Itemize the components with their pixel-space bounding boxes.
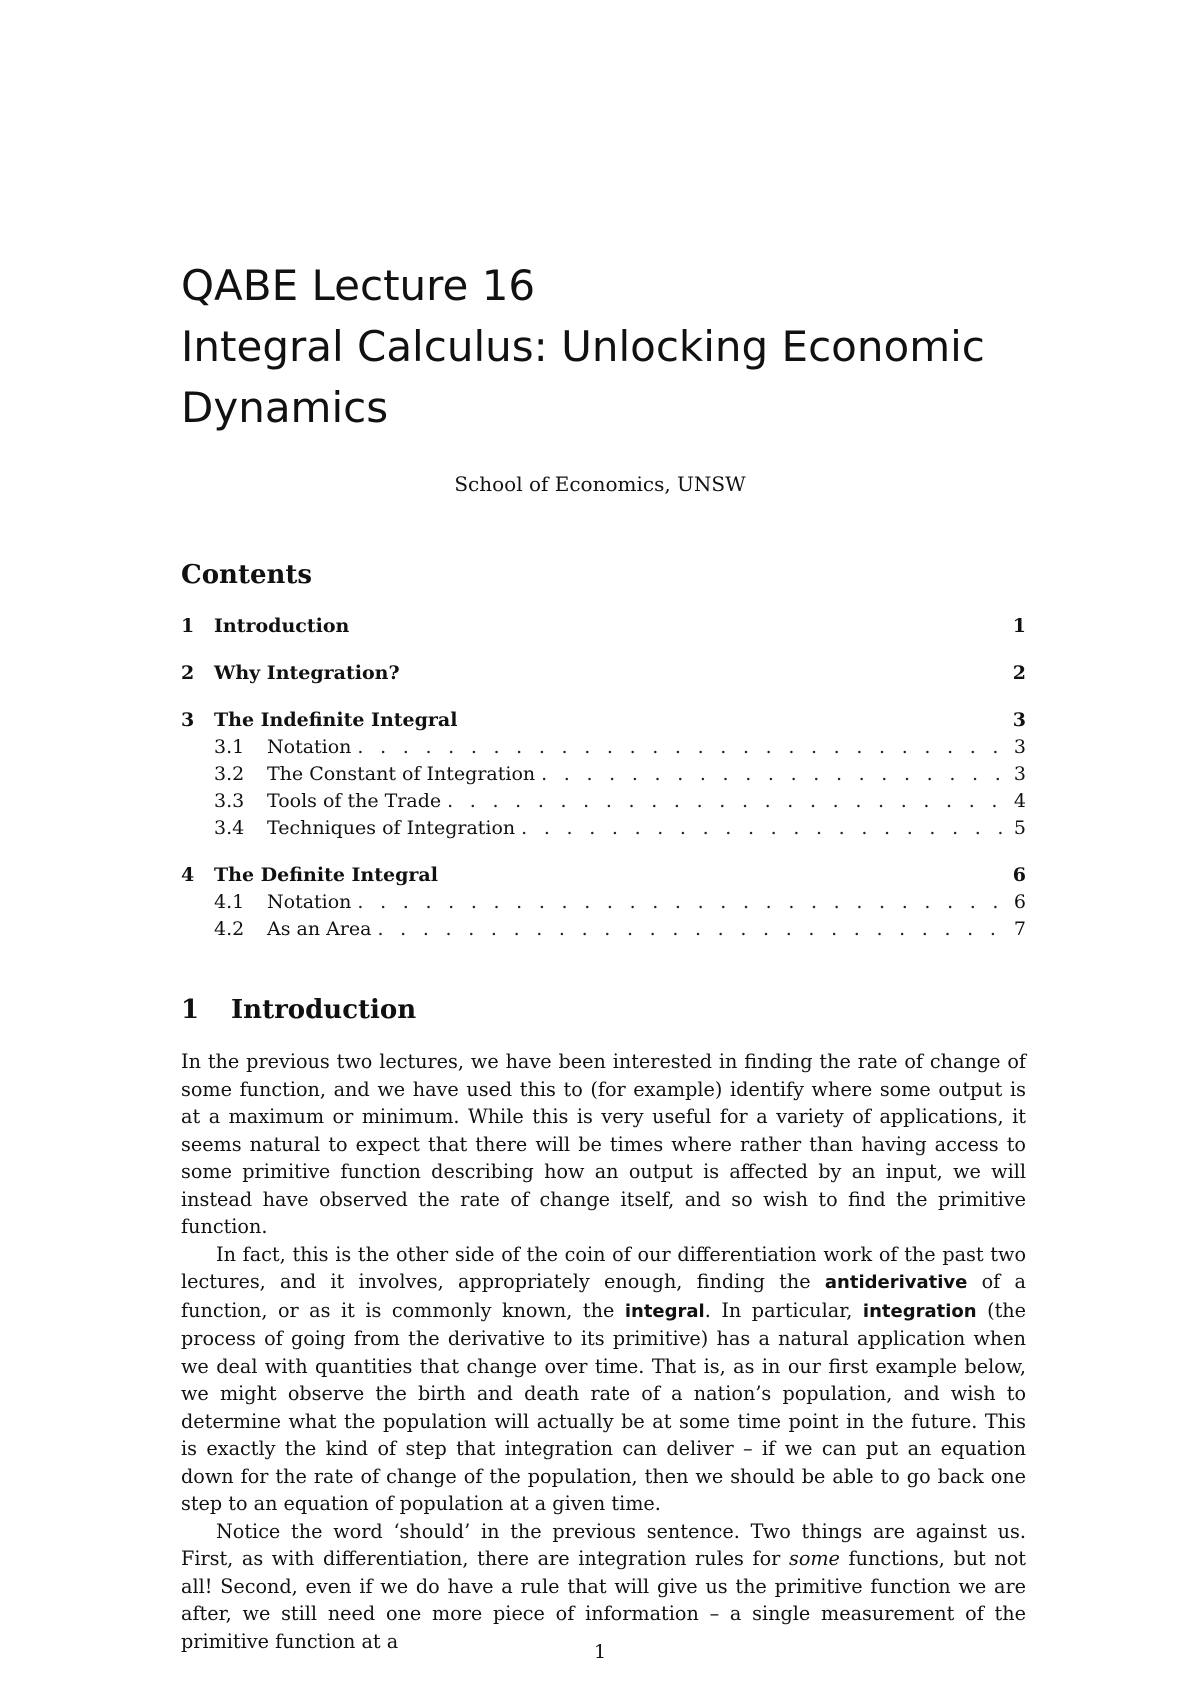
toc-subentry[interactable]	[181, 888, 1026, 916]
toc-entry-title: Notation	[267, 736, 352, 758]
toc-entry[interactable]	[181, 612, 1026, 640]
toc-leader-dots	[447, 790, 1006, 812]
toc-entry[interactable]	[181, 659, 1026, 687]
toc-subentry[interactable]	[181, 787, 1026, 815]
toc-entry-title: As an Area	[267, 918, 372, 940]
toc-entry-title: Introduction	[214, 615, 350, 637]
toc-entry-number: 3.2	[214, 763, 245, 785]
toc-subentry[interactable]	[181, 733, 1026, 761]
toc-entry-title: The Constant of Integration	[267, 763, 536, 785]
toc-entry-page: 3	[1013, 736, 1026, 758]
toc-entry-page: 6	[1012, 864, 1026, 886]
toc-entry-number: 3.1	[214, 736, 245, 758]
toc-entry-title: The Indefinite Integral	[214, 709, 458, 731]
toc-entry-page: 3	[1013, 763, 1026, 785]
toc-subentry[interactable]	[181, 915, 1026, 943]
toc-leader-dots	[357, 891, 1006, 913]
toc-entry-title: Why Integration?	[214, 662, 400, 684]
toc-entry-number: 2	[181, 662, 195, 684]
toc-entry-number: 3.3	[214, 790, 245, 812]
toc-entry-title: Notation	[267, 891, 352, 913]
toc-entry-number: 3	[181, 709, 195, 731]
section-heading	[181, 995, 416, 1025]
section-number: 1	[181, 995, 200, 1025]
toc-entry[interactable]	[181, 706, 1026, 734]
toc-subentry[interactable]	[181, 814, 1026, 842]
paragraph-2: In fact, this is the other side of the coin of our differentiation work of the past two lectures, and it involves, appropriately enough, finding the antiderivative of a function, or as it is commonly known, the integral. In particular, integration (the process of going from the derivative to its primitive) has a natural application when we deal with quantities that change over time. That is, as in our first example below, we might observe the birth and death rate of a nation’s population, and wish to determine what the population will actually be at some time point in the future. This is exactly the kind of step that integration can deliver – if we can put an equation down for the rate of change of the population, then we should be able to go back one step to an equation of population at a given time.	[181, 1242, 1027, 1515]
toc-entry-page: 4	[1013, 790, 1026, 812]
toc-entry-page: 1	[1012, 615, 1026, 637]
contents-heading: Contents	[181, 560, 313, 590]
affiliation: School of Economics, UNSW	[454, 472, 746, 496]
toc-entry-number: 4.1	[214, 891, 245, 913]
toc-entry-number: 1	[181, 615, 195, 637]
toc-entry-page: 2	[1012, 662, 1026, 684]
toc-leader-dots	[521, 817, 1006, 839]
term-integral: integral	[624, 1300, 705, 1322]
toc-entry-page: 3	[1012, 709, 1026, 731]
toc-leader-dots	[541, 763, 1006, 785]
page-number: 1	[593, 1641, 607, 1663]
toc-leader-dots	[357, 736, 1006, 758]
toc-leader-dots	[378, 918, 1007, 940]
toc-entry-page: 7	[1013, 918, 1026, 940]
toc-entry-title: Tools of the Trade	[267, 790, 442, 812]
title-line-2: Integral Calculus: Unlocking Economic	[181, 322, 985, 371]
toc-entry-title: The Definite Integral	[214, 864, 438, 886]
emphasis-some: some	[788, 1547, 840, 1570]
paragraph-1: In the previous two lectures, we have been interested in finding the rate of change of some function, and we have used this to (for example) identify where some output is at a maximum or minimum. While this is very useful for a variety of applications, it seems natural to expect that there will be times where rather than having access to some primitive function describing how an output is affected by an input, we will instead have observed the rate of change itself, and so wish to find the primitive function.	[181, 1050, 1026, 1238]
toc-entry-title: Techniques of Integration	[267, 817, 516, 839]
toc-subentry[interactable]	[181, 760, 1026, 788]
toc-entry-number: 4.2	[214, 918, 245, 940]
term-integration: integration	[862, 1300, 977, 1322]
section-body	[181, 1048, 1026, 1655]
toc-entry-number: 4	[181, 864, 195, 886]
toc-entry[interactable]	[181, 861, 1026, 889]
section-title: Introduction	[231, 995, 417, 1025]
toc-entry-page: 5	[1013, 817, 1026, 839]
title-line-1: QABE Lecture 16	[181, 261, 536, 310]
term-antiderivative: antiderivative	[824, 1272, 968, 1293]
document-title	[181, 255, 1041, 438]
title-line-3: Dynamics	[181, 383, 389, 432]
toc-entry-page: 6	[1013, 891, 1026, 913]
paragraph-3: Notice the word ‘should’ in the previous sentence. Two things are against us. First, as with differentiation, there are integration rules for some functions, but not all! Second, even if we do have a rule that will give us the primitive function we are after, we still need one more piece of information – a single measurement of the primitive function at a	[181, 1519, 1026, 1653]
toc-entry-number: 3.4	[214, 817, 245, 839]
